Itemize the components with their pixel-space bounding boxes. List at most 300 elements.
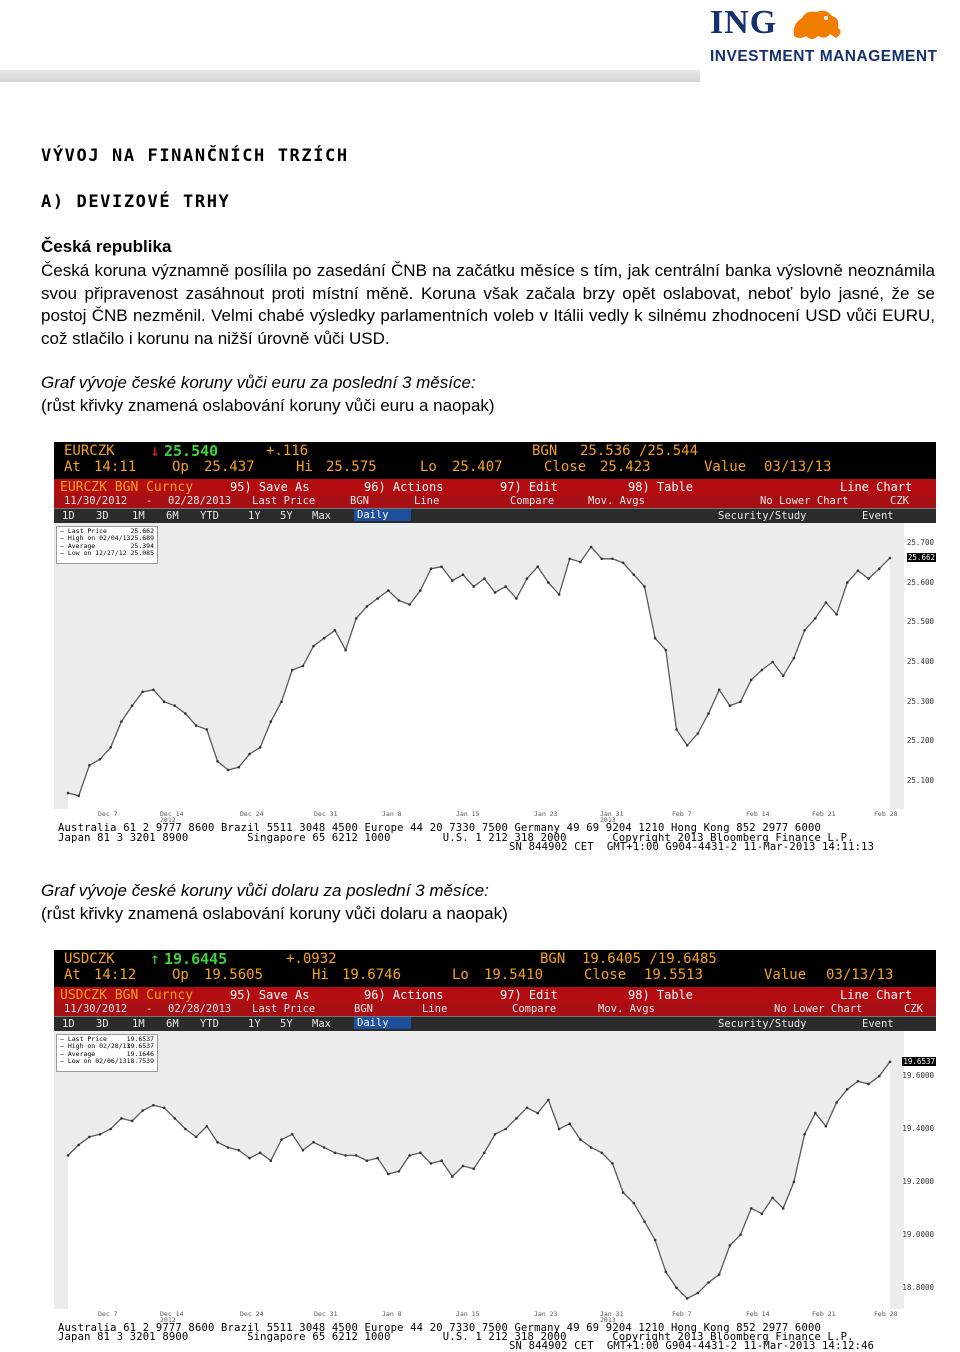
data-point	[398, 599, 401, 602]
data-point	[355, 1154, 358, 1157]
footer-line-1: Australia 61 2 9777 8600 Brazil 5511 3048 4500 Europe 44 20 7330 7500 Germany 49 69 9204 1210 Hong Kong 852 2977 6000	[58, 822, 822, 834]
data-point	[163, 700, 166, 703]
eur-chart-note: (růst křivky znamená oslabování koruny vůči euru a naopak)	[41, 396, 495, 415]
data-point	[494, 1133, 497, 1136]
data-point	[152, 1104, 155, 1107]
lower-chart-select[interactable]: No Lower Chart	[760, 495, 849, 507]
line-select[interactable]: Line	[414, 495, 440, 507]
value-date: 03/13/13	[764, 459, 832, 475]
x-tick-label: Feb 28	[874, 810, 898, 818]
at-time: 14:11	[94, 459, 137, 475]
compare-button[interactable]: Compare	[512, 1003, 557, 1015]
data-point	[771, 1197, 774, 1200]
x-tick-label: Feb 28	[874, 1310, 898, 1318]
data-point	[109, 746, 112, 749]
period-ytd[interactable]: YTD	[200, 1018, 219, 1030]
data-point	[729, 704, 732, 707]
bgn-label: BGN	[540, 951, 566, 967]
table-button[interactable]: 98) Table	[628, 988, 694, 1002]
x-tick-label: Dec 7	[98, 1310, 118, 1318]
data-point	[643, 1220, 646, 1223]
data-point	[238, 766, 241, 769]
legend-item	[60, 550, 154, 557]
close-value: 19.5513	[644, 967, 704, 983]
data-point	[184, 1128, 187, 1131]
price-change: +.0932	[286, 951, 337, 967]
price-change: +.116	[266, 443, 309, 459]
last-price-tag: 25.662	[907, 553, 935, 562]
data-point	[366, 1159, 369, 1162]
security-name[interactable]: USDCZK BGN Curncy	[60, 988, 194, 1003]
data-point	[376, 597, 379, 600]
quote-header	[54, 442, 936, 479]
data-point	[77, 1144, 80, 1147]
security-study-button[interactable]: Security/Study	[718, 510, 807, 522]
low-value: 19.5410	[484, 967, 544, 983]
date-from[interactable]: 11/30/2012	[64, 1003, 128, 1015]
data-point	[558, 1128, 561, 1131]
price-line-svg	[54, 523, 904, 809]
legend-value: 19.1646	[126, 1049, 154, 1058]
at-time: 14:12	[94, 967, 137, 983]
x-tick-label: Jan 8	[382, 810, 402, 818]
data-point	[67, 1154, 70, 1157]
legend-value: 25.394	[130, 541, 154, 550]
open-label: Op	[172, 459, 189, 475]
low-label: Lo	[420, 459, 437, 475]
frequency-select[interactable]: Daily	[354, 509, 411, 521]
data-point	[312, 1141, 315, 1144]
compare-button[interactable]: Compare	[510, 495, 555, 507]
data-point	[280, 1138, 283, 1141]
data-point	[718, 689, 721, 692]
footer-line-2: Japan 81 3 3201 8900 Singapore 65 6212 1000 U.S. 1 212 318 2000 Copyright 2013 Bloomberg Finance L.P.	[58, 832, 854, 844]
data-point	[387, 589, 390, 592]
data-point	[302, 1149, 305, 1152]
event-button[interactable]: Event	[862, 1018, 894, 1030]
lower-chart-select[interactable]: No Lower Chart	[774, 1003, 863, 1015]
data-point	[558, 593, 561, 596]
footer-line-3: SN 844902 CET GMT+1:00 G904-4431-2 11-Mar-2013 14:12:46	[509, 1340, 875, 1352]
data-point	[547, 1099, 550, 1102]
data-point	[547, 581, 550, 584]
edit-button[interactable]: 97) Edit	[500, 988, 558, 1002]
legend-value: 25.662	[130, 527, 154, 535]
period-3d[interactable]: 3D	[96, 510, 109, 522]
data-point	[803, 1133, 806, 1136]
x-tick-label: Feb 21	[812, 810, 836, 818]
y-tick-label: 19.0000	[902, 1229, 934, 1239]
period-max[interactable]: Max	[312, 1018, 331, 1030]
data-point	[323, 1146, 326, 1149]
data-point	[440, 565, 443, 568]
x-tick-label: Dec 24	[240, 1310, 264, 1318]
field-select[interactable]: Last Price	[252, 495, 316, 507]
legend-value: 25.085	[130, 548, 154, 557]
x-axis	[54, 1309, 936, 1323]
data-point	[590, 546, 593, 549]
high-label: Hi	[312, 967, 329, 983]
mov-avgs-button[interactable]: Mov. Avgs	[598, 1003, 655, 1015]
period-6m[interactable]: 6M	[166, 1018, 179, 1030]
x-year-label: 2012	[160, 816, 176, 824]
data-point	[718, 1273, 721, 1276]
period-6m[interactable]: 6M	[166, 510, 179, 522]
data-point	[761, 1212, 764, 1215]
data-point	[782, 675, 785, 678]
data-point	[206, 728, 209, 731]
data-point	[750, 1207, 753, 1210]
edit-button[interactable]: 97) Edit	[500, 480, 558, 494]
function-menu	[54, 479, 936, 495]
data-point	[504, 1128, 507, 1131]
data-point	[771, 661, 774, 664]
x-tick-label: Feb 7	[672, 810, 692, 818]
plot-area	[54, 523, 904, 809]
data-point	[120, 720, 123, 723]
data-point	[344, 649, 347, 652]
security-study-button[interactable]: Security/Study	[718, 1018, 807, 1030]
data-point	[579, 1138, 582, 1141]
data-point	[334, 1152, 337, 1155]
area-fill	[68, 1062, 890, 1309]
section-title: A) DEVIZOVÉ TRHY	[41, 192, 231, 212]
security-name[interactable]: EURCZK BGN Curncy	[60, 480, 194, 495]
x-tick-label: Dec 31	[314, 1310, 338, 1318]
legend-label: — Low on 12/27/12	[60, 548, 127, 557]
x-tick-label: Feb 21	[812, 1310, 836, 1318]
data-point	[408, 603, 411, 606]
data-point	[697, 1292, 700, 1295]
data-point	[131, 1120, 134, 1123]
data-point	[216, 760, 219, 763]
data-point	[729, 1244, 732, 1247]
data-point	[654, 1239, 657, 1242]
legend-label: — Low on 02/06/13	[60, 1056, 127, 1065]
footer-line-2: Japan 81 3 3201 8900 Singapore 65 6212 1000 U.S. 1 212 318 2000 Copyright 2013 Bloomberg Finance L.P.	[58, 1331, 854, 1343]
x-year-label: 2012	[160, 1316, 176, 1324]
data-point	[739, 700, 742, 703]
legend-label: — Last Price	[60, 1035, 107, 1043]
data-point	[846, 581, 849, 584]
data-point	[857, 1080, 860, 1083]
data-point	[878, 1075, 881, 1078]
data-point	[227, 1146, 230, 1149]
usd-chart-title: Graf vývoje české koruny vůči dolaru za poslední 3 měsíce:	[41, 881, 489, 900]
data-point	[878, 567, 881, 570]
data-point	[398, 1170, 401, 1173]
data-point	[707, 1281, 710, 1284]
period-1d[interactable]: 1D	[62, 1018, 75, 1030]
data-point	[430, 1162, 433, 1165]
data-point	[665, 1271, 668, 1274]
actions-button[interactable]: 96) Actions	[364, 988, 444, 1002]
data-point	[302, 665, 305, 668]
lion-icon	[786, 6, 846, 44]
data-point	[536, 565, 539, 568]
x-year-label: 2013	[600, 816, 616, 824]
data-point	[344, 1154, 347, 1157]
data-point	[633, 1202, 636, 1205]
data-point	[707, 712, 710, 715]
y-tick-label: 25.100	[906, 776, 934, 786]
period-1y[interactable]: 1Y	[248, 510, 261, 522]
data-point	[750, 679, 753, 682]
data-point	[259, 746, 262, 749]
footer-line-3: SN 844902 CET GMT+1:00 G904-4431-2 11-Mar-2013 14:11:13	[509, 841, 875, 853]
x-tick-label: Dec 14	[160, 810, 184, 818]
ticker: USDCZK	[64, 951, 115, 967]
y-tick-label: 18.8000	[902, 1282, 934, 1292]
data-point	[814, 617, 817, 620]
data-point	[675, 728, 678, 731]
open-value: 25.437	[204, 459, 255, 475]
period-1y[interactable]: 1Y	[248, 1018, 261, 1030]
x-tick-label: Jan 15	[456, 810, 480, 818]
data-point	[611, 1162, 614, 1165]
save-as-button[interactable]: 95) Save As	[230, 480, 310, 494]
data-point	[440, 1159, 443, 1162]
data-point	[814, 1112, 817, 1115]
legend-value: 25.689	[130, 534, 154, 543]
data-point	[686, 1297, 689, 1300]
line-select[interactable]: Line	[422, 1003, 448, 1015]
data-point	[665, 649, 668, 652]
data-point	[825, 601, 828, 604]
data-point	[312, 645, 315, 648]
value-date: 03/13/13	[826, 967, 894, 983]
legend-label: — Average	[60, 1049, 96, 1058]
data-point	[483, 1152, 486, 1155]
low-value: 25.407	[452, 459, 503, 475]
data-point	[195, 1136, 198, 1139]
data-point	[504, 585, 507, 588]
mov-avgs-button[interactable]: Mov. Avgs	[588, 495, 645, 507]
data-point	[387, 1173, 390, 1176]
event-button[interactable]: Event	[862, 510, 894, 522]
data-point	[131, 704, 134, 707]
value-label: Value	[764, 967, 807, 983]
function-menu	[54, 987, 936, 1003]
logo-subtitle: INVESTMENT MANAGEMENT	[710, 48, 938, 65]
data-point	[174, 1117, 177, 1120]
data-point	[793, 657, 796, 660]
x-year-label: 2013	[600, 1316, 616, 1324]
x-tick-label: Jan 23	[534, 1310, 558, 1318]
x-tick-label: Jan 8	[382, 1310, 402, 1318]
bid-ask: 25.536 /25.544	[580, 443, 699, 459]
page-title: VÝVOJ NA FINANČNÍCH TRZÍCH	[41, 146, 349, 166]
data-point	[430, 567, 433, 570]
data-point	[675, 1287, 678, 1290]
data-point	[515, 1117, 518, 1120]
country-heading: Česká republika	[41, 237, 172, 256]
date-to[interactable]: 02/28/2013	[168, 1003, 232, 1015]
data-point	[462, 1165, 465, 1168]
currency-select[interactable]: CZK	[904, 1003, 923, 1015]
data-point	[419, 1152, 422, 1155]
data-point	[825, 1125, 828, 1128]
frequency-select[interactable]: Daily	[354, 1017, 411, 1029]
quote-header	[54, 950, 936, 987]
period-1m[interactable]: 1M	[132, 1018, 145, 1030]
data-point	[248, 1157, 251, 1160]
data-point	[889, 1061, 892, 1064]
legend-value: 19.6537	[126, 1042, 154, 1051]
at-label: At	[64, 459, 81, 475]
open-value: 19.5605	[204, 967, 264, 983]
field-select[interactable]: Last Price	[252, 1003, 316, 1015]
source-select[interactable]: BGN	[350, 495, 369, 507]
period-5y[interactable]: 5Y	[280, 510, 293, 522]
data-point	[195, 724, 198, 727]
close-value: 25.423	[600, 459, 651, 475]
header-band	[0, 70, 700, 82]
legend-label: — High on 02/04/13	[60, 534, 131, 543]
data-point	[472, 1167, 475, 1170]
data-point	[483, 577, 486, 580]
last-price: 25.540	[164, 442, 219, 460]
settings-bar: 11/30/2012 - 02/28/2013 Last Price BGN Line Compare Mov. Avgs No Lower Chart CZK	[54, 495, 936, 508]
data-point	[867, 577, 870, 580]
data-point	[686, 744, 689, 747]
data-point	[174, 704, 177, 707]
data-point	[622, 1191, 625, 1194]
data-point	[120, 1117, 123, 1120]
legend-item	[60, 1058, 154, 1065]
data-point	[601, 1152, 604, 1155]
data-point	[451, 1175, 454, 1178]
data-point	[270, 1159, 273, 1162]
data-point	[99, 758, 102, 761]
close-label: Close	[584, 967, 627, 983]
bid-ask: 19.6405 /19.6485	[582, 951, 717, 967]
data-point	[109, 1128, 112, 1131]
data-point	[99, 1133, 102, 1136]
last-price: 19.6445	[164, 950, 228, 968]
data-point	[526, 577, 529, 580]
x-axis	[54, 809, 936, 823]
x-tick-label: Jan 31	[600, 810, 624, 818]
chart-type-label[interactable]: Line Chart	[840, 480, 913, 494]
period-1m[interactable]: 1M	[132, 510, 145, 522]
data-point	[334, 629, 337, 632]
data-point	[88, 764, 91, 767]
period-1d[interactable]: 1D	[62, 510, 75, 522]
y-tick-label: 25.700	[906, 537, 934, 547]
x-tick-label: Jan 31	[600, 1310, 624, 1318]
x-tick-label: Jan 15	[456, 1310, 480, 1318]
table-button[interactable]: 98) Table	[628, 480, 694, 494]
y-tick-label: 25.400	[906, 657, 934, 667]
x-tick-label: Feb 14	[746, 1310, 770, 1318]
data-point	[643, 585, 646, 588]
page-header	[0, 0, 960, 88]
data-point	[835, 1101, 838, 1104]
data-point	[867, 1083, 870, 1086]
price-line-svg	[54, 1031, 904, 1309]
x-tick-label: Dec 7	[98, 810, 118, 818]
data-point	[355, 617, 358, 620]
legend-label: — High on 02/28/13	[60, 1042, 131, 1051]
data-point	[376, 1157, 379, 1160]
data-point	[611, 558, 614, 561]
data-point	[462, 573, 465, 576]
period-bar	[54, 1017, 936, 1031]
area-fill	[68, 547, 890, 809]
usd-chart-note: (růst křivky znamená oslabování koruny vůči dolaru a naopak)	[41, 904, 508, 923]
open-label: Op	[172, 967, 189, 983]
date-from[interactable]: 11/30/2012	[64, 495, 128, 507]
date-to[interactable]: 02/28/2013	[168, 495, 232, 507]
x-tick-label: Dec 31	[314, 810, 338, 818]
data-point	[472, 585, 475, 588]
y-tick-label: 25.300	[906, 696, 934, 706]
actions-button[interactable]: 96) Actions	[364, 480, 444, 494]
source-select[interactable]: BGN	[354, 1003, 373, 1015]
data-point	[739, 1234, 742, 1237]
high-value: 19.6746	[342, 967, 402, 983]
legend-label: — Average	[60, 541, 96, 550]
data-point	[568, 1122, 571, 1125]
data-point	[366, 605, 369, 608]
data-point	[291, 669, 294, 672]
x-tick-label: Dec 14	[160, 1310, 184, 1318]
period-ytd[interactable]: YTD	[200, 510, 219, 522]
x-tick-label: Jan 23	[534, 810, 558, 818]
data-point	[408, 1154, 411, 1157]
period-bar	[54, 509, 936, 523]
period-3d[interactable]: 3D	[96, 1018, 109, 1030]
data-point	[238, 1149, 241, 1152]
data-point	[601, 558, 604, 561]
data-point	[206, 1125, 209, 1128]
currency-select[interactable]: CZK	[890, 495, 909, 507]
data-point	[141, 1109, 144, 1112]
data-point	[323, 637, 326, 640]
eur-chart-title: Graf vývoje české koruny vůči euru za poslední 3 měsíce:	[41, 373, 476, 392]
y-tick-label: 25.200	[906, 736, 934, 746]
usdczk-chart	[54, 949, 936, 1352]
data-point	[494, 591, 497, 594]
save-as-button[interactable]: 95) Save As	[230, 988, 310, 1002]
y-tick-label: 19.6000	[902, 1071, 934, 1081]
data-point	[216, 1141, 219, 1144]
low-label: Lo	[452, 967, 469, 983]
chart-type-label[interactable]: Line Chart	[840, 988, 913, 1002]
data-point	[270, 720, 273, 723]
high-label: Hi	[296, 459, 313, 475]
legend-label: — Last Price	[60, 527, 107, 535]
data-point	[579, 561, 582, 564]
data-point	[889, 557, 892, 560]
last-price-tag: 19.6537	[903, 1056, 935, 1066]
data-point	[259, 1152, 262, 1155]
y-axis	[904, 1031, 936, 1309]
down-arrow-icon: ↓	[150, 441, 160, 460]
y-axis	[904, 523, 936, 809]
y-tick-label: 19.4000	[902, 1123, 934, 1133]
period-5y[interactable]: 5Y	[280, 1018, 293, 1030]
data-point	[184, 712, 187, 715]
data-point	[419, 589, 422, 592]
high-value: 25.575	[326, 459, 377, 475]
logo-brand: ING	[710, 4, 778, 41]
x-tick-label: Feb 7	[672, 1310, 692, 1318]
x-tick-label: Dec 24	[240, 810, 264, 818]
data-point	[803, 629, 806, 632]
period-max[interactable]: Max	[312, 510, 331, 522]
